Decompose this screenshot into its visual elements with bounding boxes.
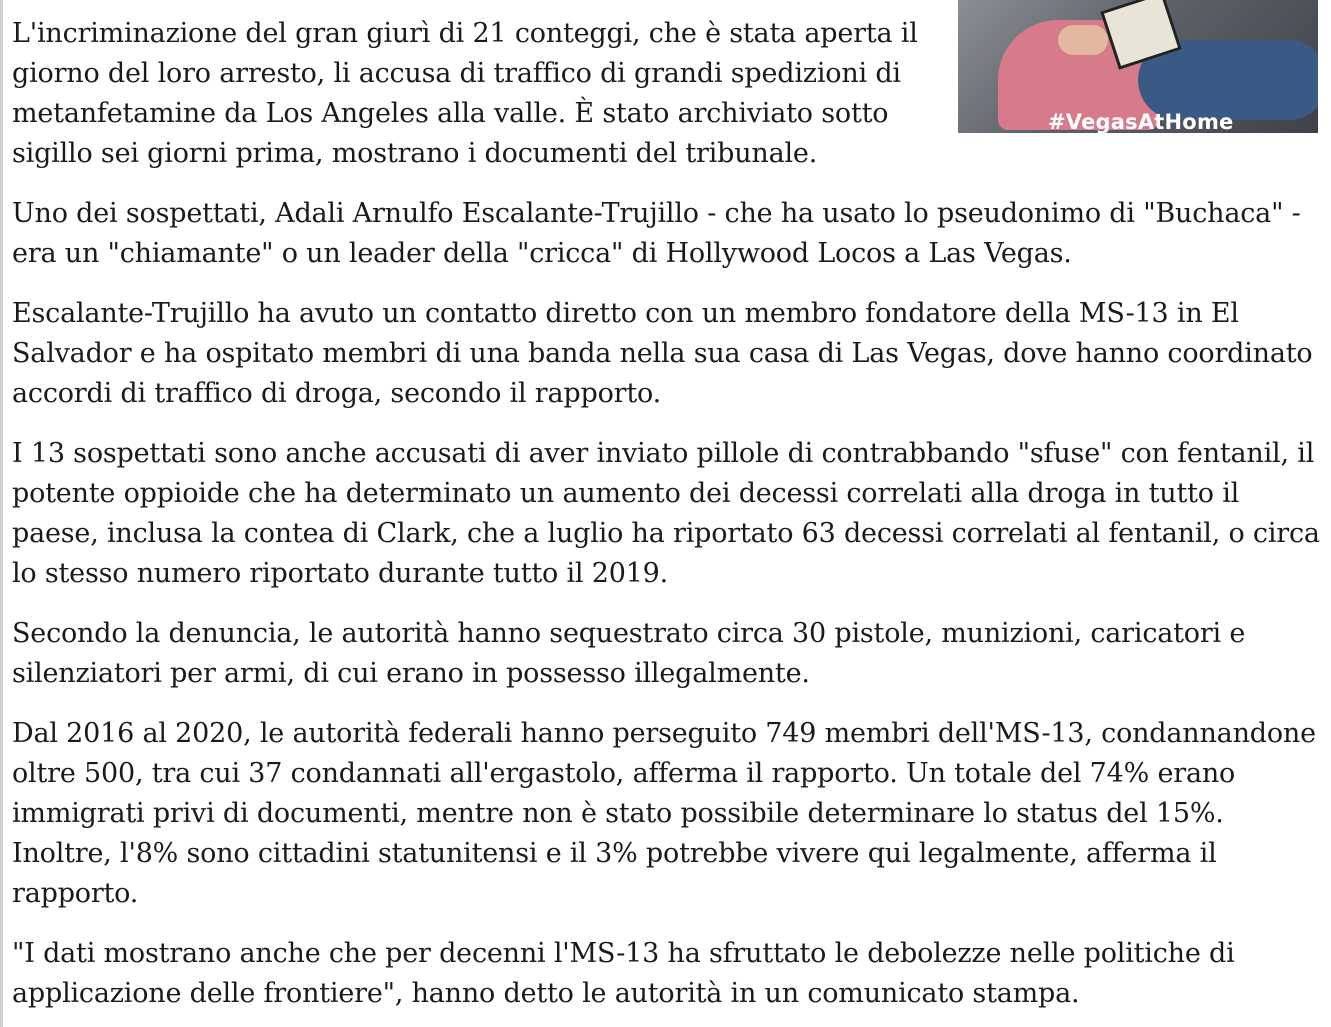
article-paragraph: Secondo la denuncia, le autorità hanno sequestrato circa 30 pistole, munizioni, caricatori e silenziatori per armi, di cui erano in possesso illegalmente. [12, 618, 1246, 689]
photo-hand-shape [1058, 25, 1108, 55]
article-body [12, 14, 1324, 1027]
article-paragraph: "I dati mostrano anche che per decenni l'MS-13 ha sfruttato le debolezze nelle politiche di applicazione delle frontiere", hanno detto le autorità in un comunicato stampa. [12, 938, 1235, 1009]
ad-hashtag-label: #VegasAtHome [1048, 110, 1234, 133]
article-paragraph: Uno dei sospettati, Adali Arnulfo Escalante-Trujillo - che ha usato lo pseudonimo di "Buchaca" - era un "chiamante" o un leader della "cricca" di Hollywood Locos a Las Vegas. [12, 198, 1301, 269]
article-paragraph: I 13 sospettati sono anche accusati di aver inviato pillole di contrabbando "sfuse" con fentanil, il potente oppioide che ha determinato un aumento dei decessi correlati alla droga in tutto il paese, inclusa la contea di Clark, che a luglio ha riportato 63 decessi correlati al fentanil, o circa lo stesso numero riportato durante tutto il 2019. [12, 438, 1320, 589]
left-border [0, 0, 3, 1027]
article-paragraph: L'incriminazione del gran giurì di 21 conteggi, che è stata aperta il giorno del loro arresto, li accusa di traffico di grandi spedizioni di metanfetamine da Los Angeles alla valle. È stato archiviato sotto sigillo sei giorni prima, mostrano i documenti del tribunale. [12, 18, 918, 169]
article-paragraph: Escalante-Trujillo ha avuto un contatto diretto con un membro fondatore della MS-13 in El Salvador e ha ospitato membri di una banda nella sua casa di Las Vegas, dove hanno coordinato accordi di traffico di droga, secondo il rapporto. [12, 298, 1313, 409]
article-paragraph: Dal 2016 al 2020, le autorità federali hanno perseguito 749 membri dell'MS-13, condannandone oltre 500, tra cui 37 condannati all'ergastolo, afferma il rapporto. Un totale del 74% erano immigrati privi di documenti, mentre non è stato possibile determinare lo status del 15%. Inoltre, l'8% sono cittadini statunitensi e il 3% potrebbe vivere qui legalmente, afferma il rapporto. [12, 718, 1316, 909]
vegas-at-home-ad-image[interactable] [958, 0, 1318, 133]
